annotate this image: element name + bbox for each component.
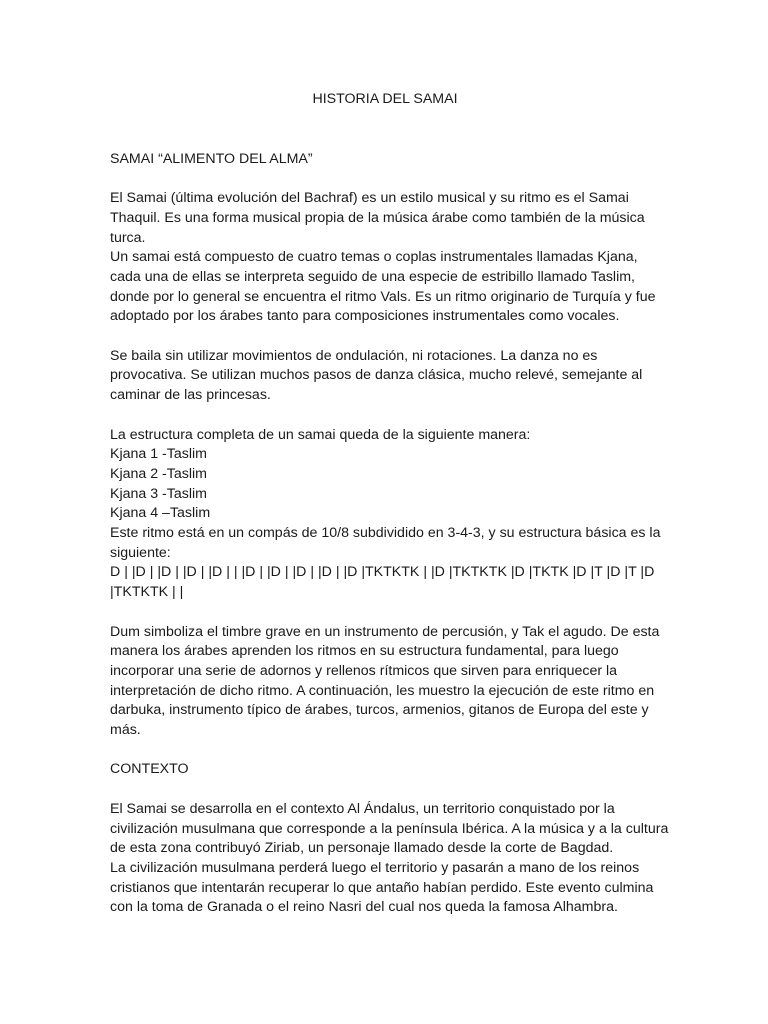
document-title: HISTORIA DEL SAMAI — [312, 91, 458, 107]
paragraph-reconquista: La civilización musulmana perderá luego el territorio y pasarán a mano de los reinos cristianos que intentarán recuperar lo que antaño habían perdido. Este evento culmina con la toma de Granada o el reino Nasri del cual nos queda la famosa Alhambra. — [110, 859, 654, 916]
section-heading-contexto: CONTEXTO — [110, 761, 189, 778]
structure-item: Kjana 2 -Taslim — [110, 465, 207, 482]
structure-item: Kjana 3 -Taslim — [110, 485, 207, 502]
paragraph-al-andalus: El Samai se desarrolla en el contexto Al Ándalus, un territorio conquistado por la civilización musulmana que corresponde a la península Ibérica. A la música y a la cultura de esta zona contribuyó Ziriab, un personaje llamado desde la corte de Bagdad. — [110, 800, 669, 857]
structure-item: Kjana 1 -Taslim — [110, 446, 207, 463]
document-body — [110, 90, 670, 918]
paragraph-dum-tak: Dum simboliza el timbre grave en un instrumento de percusión, y Tak el agudo. De esta manera los árabes aprenden los ritmos en su estructura fundamental, para luego incorporar una serie de adornos y rellenos rítmicos que sirven para enriquecer la interpretación de dicho ritmo. A continuación, les muestro la ejecución de este ritmo en darbuka, instrumento típico de árabes, turcos, armenios, gitanos de Europa del este y más. — [110, 623, 660, 739]
document-subtitle: SAMAI “ALIMENTO DEL ALMA” — [110, 150, 313, 167]
paragraph-compas: Este ritmo está en un compás de 10/8 subdividido en 3-4-3, y su estructura básica es la siguiente: — [110, 525, 661, 561]
rhythm-pattern: D | |D | |D | |D | |D | | |D | |D | |D | |D | |D |TKTKTK | |D |TKTKTK |D |TKTK |D |T |D |T |D |TKTKTK | | — [110, 564, 655, 601]
paragraph-composition: Un samai está compuesto de cuatro temas o coplas instrumentales llamadas Kjana, cada una de ellas se interpreta seguido de una especie de estribillo llamado Taslim, donde por lo general se encuentra el ritmo Vals. Es un ritmo originario de Turquía y fue adoptado por los árabes tanto para composiciones instrumentales como vocales. — [110, 249, 656, 325]
paragraph-intro: El Samai (última evolución del Bachraf) es un estilo musical y su ritmo es el Samai Thaquil. Es una forma musical propia de la música árabe como también de la música turca. — [110, 190, 645, 246]
paragraph-dance: Se baila sin utilizar movimientos de ondulación, ni rotaciones. La danza no es provocativa. Se utilizan muchos pasos de danza clásica, mucho relevé, semejante al caminar de las princesas. — [110, 347, 643, 404]
structure-intro: La estructura completa de un samai queda de la siguiente manera: — [110, 426, 531, 443]
structure-item: Kjana 4 –Taslim — [110, 505, 211, 522]
